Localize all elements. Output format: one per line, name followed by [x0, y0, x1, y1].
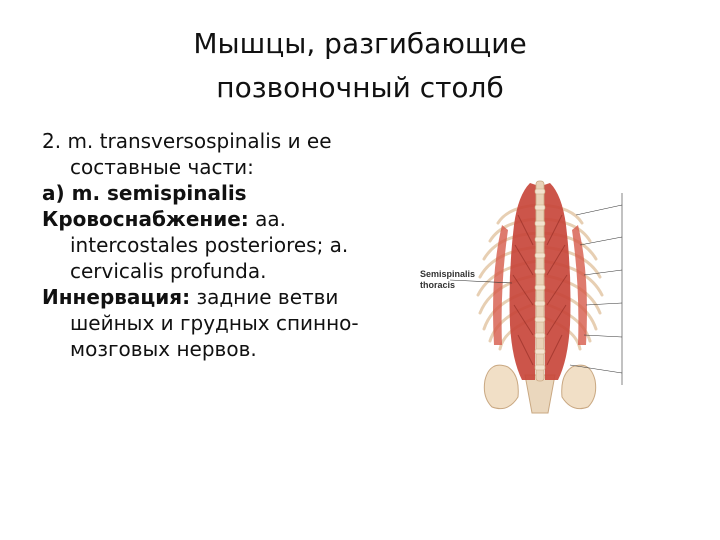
left-erector-muscle — [510, 183, 537, 380]
innervation — [42, 284, 382, 362]
item-semispinalis — [42, 180, 382, 206]
right-erector-muscle — [544, 183, 571, 380]
figure-label-line-1: Semispinalis — [420, 269, 476, 279]
innervation-text: задние ветви шейных и грудных спинно-мозговых нервов. — [70, 285, 359, 361]
slide-body — [42, 128, 382, 362]
title-line-2: позвоночный столб — [216, 71, 504, 104]
right-iliac-crest — [562, 365, 596, 408]
innervation-label: Иннервация: — [42, 285, 191, 309]
item-transversospinalis: 2. m. transversospinalis и ее составные части: — [42, 129, 332, 179]
slide-title — [0, 22, 720, 110]
title-line-1: Мышцы, разгибающие — [193, 27, 527, 60]
blood-supply-text: aa. intercostales posteriores; a. cervicalis profunda. — [70, 207, 349, 283]
item-semispinalis-text: а) m. semispinalis — [42, 181, 247, 205]
anatomy-illustration — [390, 175, 690, 420]
blood-supply-label: Кровоснабжение: — [42, 207, 249, 231]
blood-supply — [42, 206, 382, 284]
left-iliac-crest — [484, 365, 518, 408]
figure-label-line-2: thoracis — [420, 280, 456, 290]
